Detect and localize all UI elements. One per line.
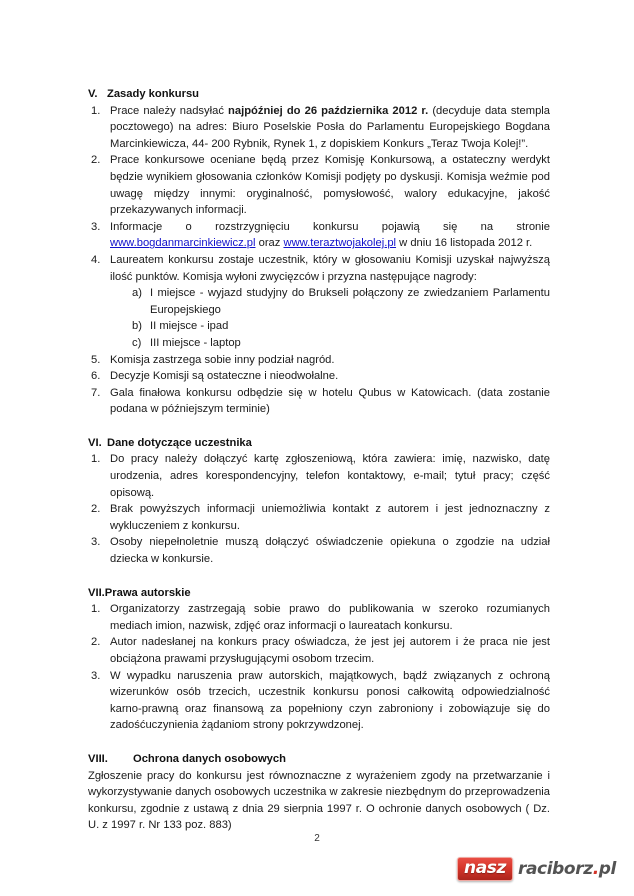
list-marker: 7. [91, 386, 101, 399]
section-vi-list [88, 451, 550, 567]
list-item [88, 451, 550, 501]
prizes-sublist [110, 285, 550, 351]
spacer [88, 734, 550, 751]
list-marker: 1. [91, 453, 101, 466]
list-item-text: Autor nadesłanej na konkurs pracy oświadcza, że jest jej autorem i że praca nie jest obciążona prawami przysługującymi osobom trzecim. [110, 636, 550, 665]
list-marker: 3. [91, 220, 101, 233]
list-marker: 3. [91, 536, 101, 549]
list-item-text: Prace konkursowe oceniane będą przez Komisję Konkursową, a ostateczny werdykt będzie wynikiem głosowania członków Komisji podjęty po dyskusji. Komisja weźmie pod uwagę między innymi: oryginalność, pomysłowość, walory edukacyjne, jakość przekazywanych informacji. [110, 154, 550, 217]
logo-word-text: raciborz.pl [518, 858, 616, 879]
list-item [88, 634, 550, 667]
list-marker: 1. [91, 603, 101, 616]
list-marker: 2. [91, 636, 101, 649]
list-marker: 4. [91, 253, 101, 266]
list-item-text: Komisja zastrzega sobie inny podział nagród. [110, 353, 335, 366]
list-item-text: Organizatorzy zastrzegają sobie prawo do publikowania w szeroko rozumianych mediach imion, nazwisk, zdjęć oraz informacji o laureatach konkursu. [110, 603, 550, 632]
sublist-marker: b) [132, 320, 142, 333]
list-marker: 2. [91, 503, 101, 516]
section-heading-v [88, 86, 550, 103]
list-item [88, 252, 550, 352]
list-marker: 1. [91, 104, 101, 117]
sublist-item-text: II miejsce - ipad [150, 320, 229, 333]
list-item [88, 103, 550, 153]
list-item [88, 219, 550, 252]
section-numeral-vii: VII. [88, 586, 105, 599]
list-item-text: Prace należy nadsyłać najpóźniej do 26 października 2012 r. (decyduje data stempla pocztowego) na adres: Biuro Poselskie Posła do Parlamentu Europejskiego Bogdana Marcinkiewicza, 44- 200 Rybnik, Rynek 1, z dopiskiem Konkurs „Teraz Twoja Kolej!”. [110, 104, 550, 150]
naszraciborz-logo [457, 853, 616, 885]
logo-dot: . [592, 858, 599, 879]
list-item [88, 385, 550, 418]
sublist-marker: a) [132, 287, 142, 300]
list-item-text: Brak powyższych informacji uniemożliwia kontakt z autorem i jest jednoznaczny z wykluczeniem z konkursu. [110, 503, 550, 532]
sublist-marker: c) [132, 336, 142, 349]
section-numeral-viii: VIII. [88, 752, 108, 765]
list-marker: 3. [91, 669, 101, 682]
list-item-text: Laureatem konkursu zostaje uczestnik, który w głosowaniu Komisji uzyskał najwyższą ilość punktów. Komisja wyłoni zwycięzców i przyzna następujące nagrody: [110, 253, 550, 283]
section-viii-paragraph: Zgłoszenie pracy do konkursu jest równoznaczne z wyrażeniem zgody na przetwarzanie i wykorzystywanie danych osobowych uczestnika w zakresie niezbędnym do przeprowadzenia konkursu, zgodnie z ustawą z dnia 29 sierpnia 1997 r. O ochronie danych osobowych ( Dz. U. z 1997 r. Nr 133 poz. 883) [88, 769, 550, 832]
section-title-vii: Prawa autorskie [104, 586, 191, 599]
list-item-text: Decyzje Komisji są ostateczne i nieodwołalne. [110, 370, 339, 383]
section-heading-viii [88, 751, 550, 768]
section-title-viii: Ochrona danych osobowych [133, 752, 286, 765]
logo-badge [457, 857, 513, 881]
sublist-item-text: III miejsce - laptop [150, 336, 241, 349]
section-heading-vi [88, 435, 550, 452]
link-bogdanmarcinkiewicz[interactable]: www.bogdanmarcinkiewicz.pl [110, 237, 256, 250]
sublist-item-text: I miejsce - wyjazd studyjny do Brukseli połączony ze zwiedzaniem Parlamentu Europejskiego [150, 287, 550, 316]
list-marker: 6. [91, 370, 101, 383]
list-item-text: Informacje o rozstrzygnięciu konkursu pojawią się na stronie www.bogdanmarcinkiewicz.pl oraz www.teraztwojakolej.pl w dniu 16 listopada 2012 r. [110, 220, 550, 250]
sublist-item [110, 318, 550, 335]
list-item [88, 501, 550, 534]
list-marker: 2. [91, 154, 101, 167]
section-heading-vii [88, 585, 550, 602]
section-vii-list [88, 601, 550, 734]
spacer [88, 418, 550, 435]
link-teraztwojakolej[interactable]: www.teraztwojakolej.pl [283, 237, 397, 250]
list-item [88, 352, 550, 369]
list-item-text: W wypadku naruszenia praw autorskich, majątkowych, bądź związanych z ochroną wizerunków osób trzecich, uczestnik konkursu ponosi całkowitą odpowiedzialność karno-prawną oraz finansową za popełniony czyn zabroniony i zobowiązuje się do zadośćuczynienia żądaniom strony pokrzywdzonej. [110, 669, 550, 732]
list-item [88, 668, 550, 734]
document-body [88, 86, 550, 834]
section-numeral-v: V. [88, 88, 98, 100]
section-title-vi: Dane dotyczące uczestnika [107, 436, 252, 449]
list-item-text: Osoby niepełnoletnie muszą dołączyć oświadczenie opiekuna o zgodzie na udział dziecka w konkursie. [110, 536, 550, 566]
list-item [88, 152, 550, 218]
spacer [88, 568, 550, 585]
logo-badge-text: nasz [464, 858, 506, 878]
list-item-text: Gala finałowa konkursu odbędzie się w hotelu Qubus w Katowicach. (data zostanie podana w późniejszym terminie) [110, 386, 550, 416]
list-item [88, 368, 550, 385]
section-numeral-vi: VI. [88, 436, 102, 449]
section-v-list [88, 103, 550, 418]
page-number: 2 [314, 833, 320, 844]
list-item-text: Do pracy należy dołączyć kartę zgłoszeniową, która zawiera: imię, nazwisko, datę urodzenia, adres korespondencyjny, telefon kontaktowy, e-mail; tytuł pracy; część opisową. [110, 453, 550, 499]
list-item [88, 534, 550, 567]
list-item [88, 601, 550, 634]
list-marker: 5. [91, 353, 101, 366]
sublist-item [110, 285, 550, 318]
section-title-v: Zasady konkursu [107, 88, 200, 100]
sublist-item [110, 335, 550, 352]
